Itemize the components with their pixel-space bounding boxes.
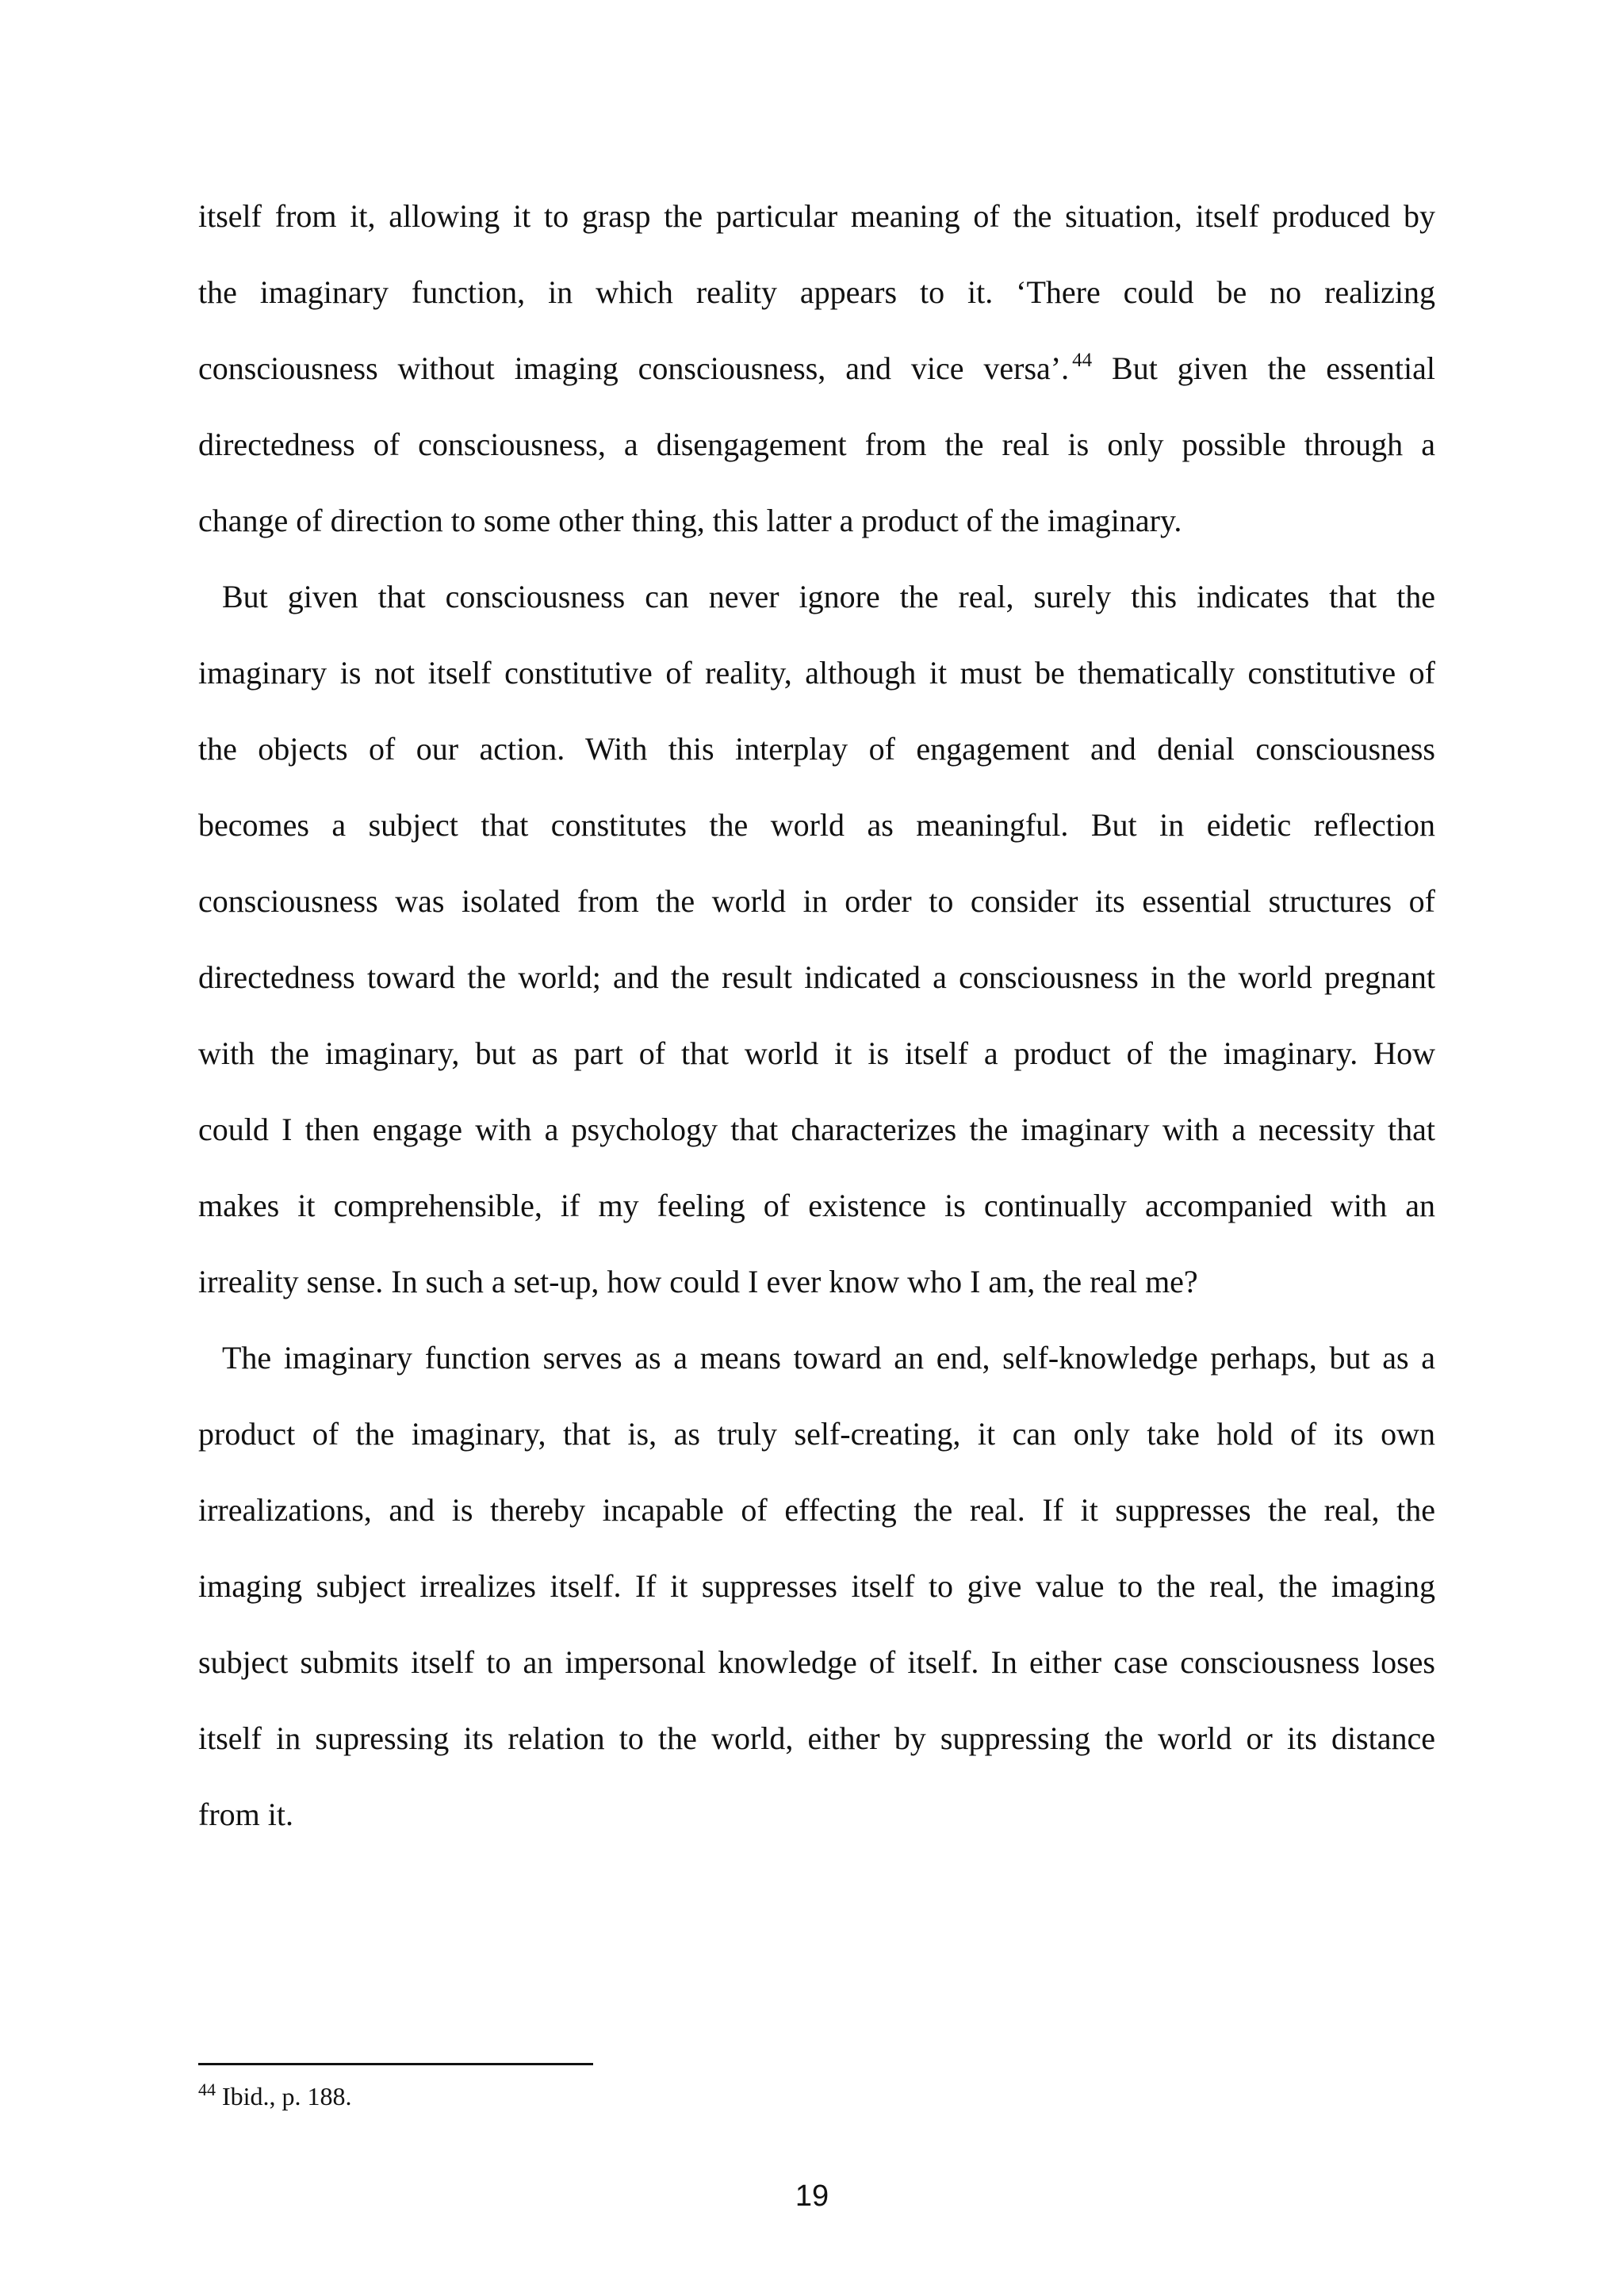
page-number: 19 (795, 2179, 829, 2213)
text-line: from it. (198, 1797, 293, 1832)
footnote-text: Ibid., p. 188. (222, 2082, 352, 2110)
text-line: becomes a subject that constitutes the world as meaningful. But in eidetic reflection (198, 807, 1435, 843)
footnote-number: 44 (198, 2080, 216, 2099)
text-line: imaging subject irrealizes itself. If it suppresses itself to give value to the real, the imaging (198, 1568, 1435, 1604)
text-line: change of direction to some other thing, this latter a product of the imaginary. (198, 503, 1182, 538)
text-line: consciousness was isolated from the world in order to consider its essential structures of (198, 883, 1435, 919)
paragraph-start-line: The imaginary function serves as a means toward an end, self-knowledge perhaps, but as a (222, 1340, 1435, 1376)
text-line: could I then engage with a psychology that characterizes the imaginary with a necessity that (198, 1112, 1435, 1147)
text-line: directedness of consciousness, a disengagement from the real is only possible through a (198, 427, 1435, 462)
footnote-reference[interactable]: 44 (1072, 350, 1093, 371)
text-line: itself in supressing its relation to the world, either by suppressing the world or its distance (198, 1720, 1435, 1756)
sentence-continuation: But given the essential (1112, 350, 1436, 386)
body-text (198, 189, 1435, 1863)
text-line: irreality sense. In such a set-up, how could I ever know who I am, the real me? (198, 1264, 1198, 1299)
text-line: the imaginary function, in which reality appears to it. ‘There could be no realizing (198, 274, 1435, 310)
text-line: the objects of our action. With this interplay of engagement and denial consciousness (198, 731, 1435, 767)
text-line-with-footnote-ref (198, 341, 1435, 417)
footnote (198, 2079, 352, 2117)
quotation-text: consciousness without imaging consciousness, and vice versa’. (198, 350, 1070, 386)
text-line: directedness toward the world; and the result indicated a consciousness in the world pregnant (198, 959, 1435, 995)
text-line: makes it comprehensible, if my feeling of existence is continually accompanied with an (198, 1188, 1435, 1223)
text-line: imaginary is not itself constitutive of reality, although it must be thematically constitutive of (198, 655, 1435, 691)
text-line: product of the imaginary, that is, as truly self-creating, it can only take hold of its own (198, 1416, 1435, 1452)
text-line: subject submits itself to an impersonal knowledge of itself. In either case consciousness loses (198, 1644, 1435, 1680)
text-line: itself from it, allowing it to grasp the particular meaning of the situation, itself produced by (198, 198, 1435, 234)
text-line: with the imaginary, but as part of that world it is itself a product of the imaginary. How (198, 1035, 1435, 1071)
text-line: irrealizations, and is thereby incapable of effecting the real. If it suppresses the real, the (198, 1492, 1435, 1528)
footnote-divider (198, 2063, 593, 2065)
paragraph-start-line: But given that consciousness can never ignore the real, surely this indicates that the (222, 579, 1435, 614)
